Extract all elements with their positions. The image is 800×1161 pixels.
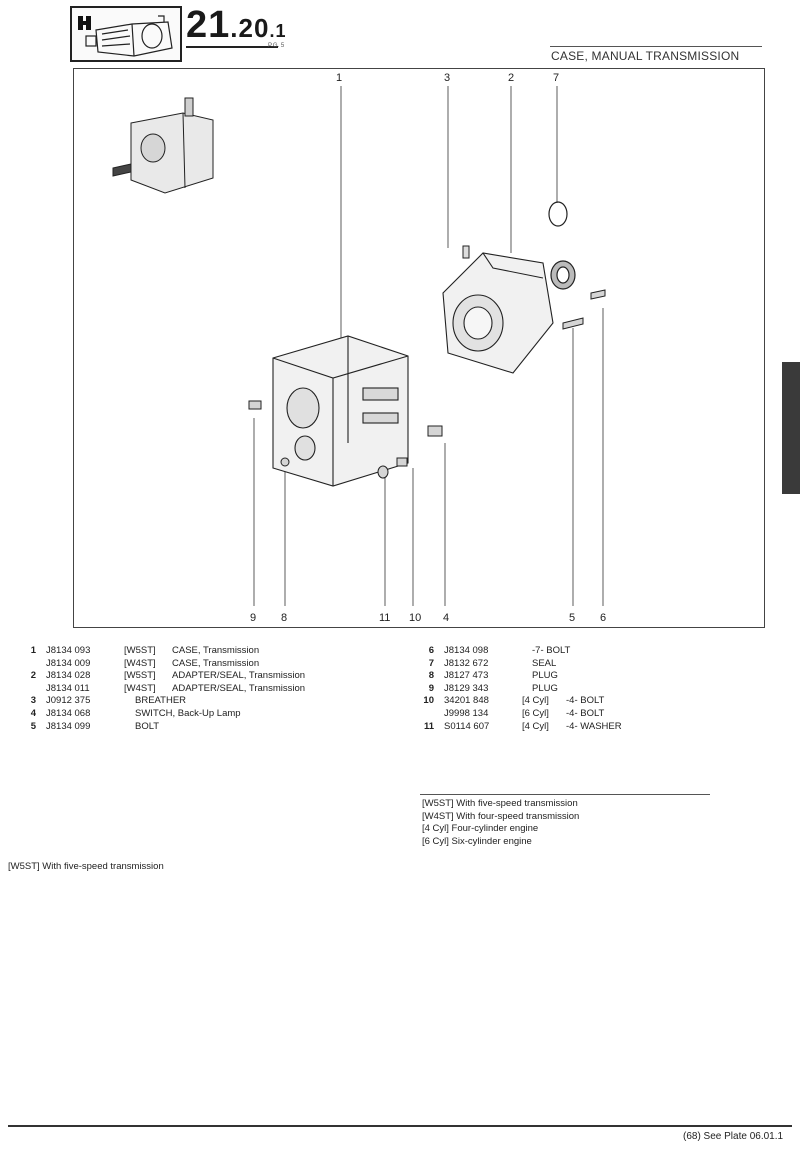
plug-8: [281, 458, 289, 466]
callout-9: 9: [250, 612, 257, 624]
legend-item: [W4ST] With four-speed transmission: [422, 810, 580, 822]
title-rule: [550, 46, 762, 47]
transmission-thumbnail-icon: [72, 8, 180, 60]
callout-2: 2: [508, 72, 515, 84]
plate-sub: .20: [230, 13, 270, 43]
callout-10: 10: [409, 612, 422, 624]
legend: [422, 798, 579, 848]
callout-1: 1: [336, 72, 343, 84]
seal: [549, 202, 575, 289]
callout-3: 3: [444, 72, 451, 84]
switch-4: [428, 426, 442, 436]
plate-suffix: .1: [269, 21, 287, 41]
legend-item: [6 Cyl] Six-cylinder engine: [422, 835, 532, 847]
bolt-5: [563, 318, 583, 329]
section-tab-marker: [782, 362, 800, 494]
callout-5: 5: [569, 612, 576, 624]
callout-4: 4: [443, 612, 450, 624]
callout-8: 8: [281, 612, 288, 624]
callout-6: 6: [600, 612, 607, 624]
legend-item: [W5ST] With five-speed transmission: [422, 798, 578, 809]
section-icon: [70, 6, 182, 62]
pg-label: P.G. 5: [268, 43, 285, 49]
washer-11: [378, 466, 388, 478]
footer-rule: [8, 1125, 792, 1127]
callout-11: 11: [379, 612, 391, 624]
transmission-case: [273, 336, 408, 486]
plate-number: [186, 4, 286, 47]
legend-item: [4 Cyl] Four-cylinder engine: [422, 823, 539, 835]
callout-7: 7: [553, 72, 560, 84]
breather: [463, 246, 469, 258]
legend-rule: [420, 794, 710, 795]
footnote: [W5ST] With five-speed transmission: [8, 861, 164, 872]
page-title: CASE, MANUAL TRANSMISSION: [551, 49, 740, 63]
adapter-housing: [443, 253, 553, 373]
plate-main: 21: [186, 4, 231, 46]
exploded-view-diagram: [73, 68, 765, 628]
locator-thumbnail: [113, 98, 213, 193]
see-plate-reference: (68) See Plate 06.01.1: [683, 1131, 784, 1142]
plug-9: [249, 401, 261, 409]
parts-list-left: 1 J8134 093 [W5ST] CASE, Transmission J8134 009 [W4ST] CASE, Transmission 2 J8134 028 [W5ST] ADAPTER/SEAL, Transmission J8134 011 [W4ST] ADAPTER/SEAL, Transmission 3 J0912 375 BREATHER 4 J8134 068 SWITCH, Back-Up Lamp 5 J8134 099 BOLT: [30, 645, 306, 732]
plate-underline: [186, 46, 278, 48]
bolt-10: [397, 458, 407, 466]
bolt-6: [591, 290, 605, 299]
parts-list-right: 6 J8134 098 -7- BOLT 7 J8132 672 SEAL 8 J8127 473 PLUG 9 J8129 343 PLUG 10 34201 848 [4 Cyl] -4- BOLT J9998 134 [6 Cyl] -4- BOLT 11 S0114 607 [4 Cyl] -4- WASHER: [423, 645, 622, 732]
